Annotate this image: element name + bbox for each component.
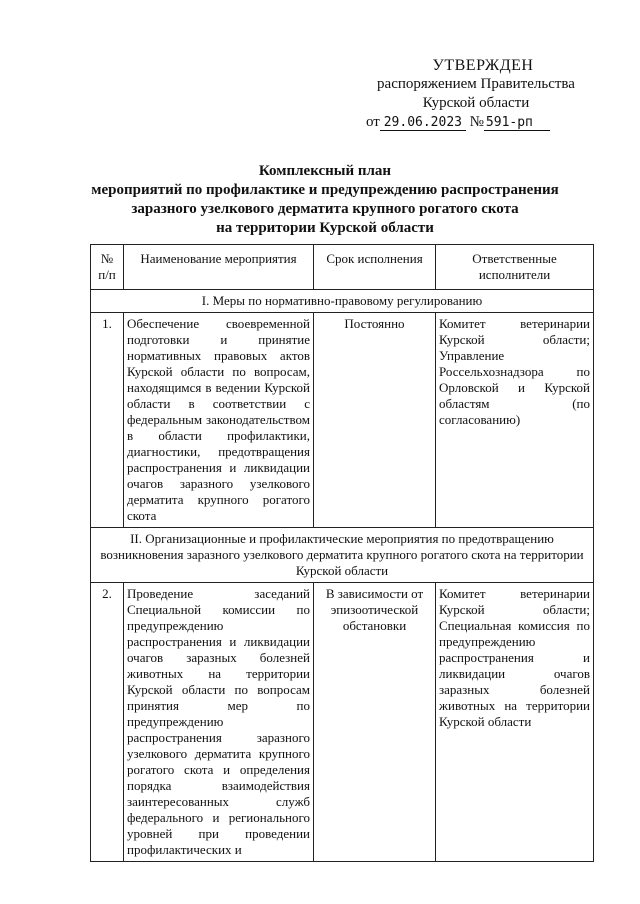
approval-title: УТВЕРЖДЕН	[432, 57, 534, 74]
approval-number: 591-рп	[484, 115, 550, 131]
approval-date-line	[366, 113, 586, 132]
approval-date: 29.06.2023	[380, 115, 466, 131]
section-row	[91, 290, 594, 313]
number-prefix: №	[469, 114, 484, 130]
date-prefix: от	[366, 114, 380, 130]
header-num: № п/п	[91, 245, 124, 290]
header-row	[91, 245, 594, 290]
row-1-name: Обеспечение своевременной подготовки и принятие нормативных правовых актов Курской области по вопросам, находящимся в ведении Курской области в соответствии с федеральным законодательством в области профилактики, диагностики, предотвращения распространения и ликвидации очагов заразного узелкового дерматита крупного рогатого скота	[124, 313, 314, 528]
header-name: Наименование мероприятия	[124, 245, 314, 290]
approval-stamp	[366, 56, 586, 132]
document-heading	[60, 162, 590, 238]
row-2-term: В зависимости от эпизоотической обстановки	[314, 583, 436, 862]
table-row	[91, 313, 594, 528]
heading-line-3: заразного узелкового дерматита крупного рогатого скота	[131, 201, 519, 217]
row-2-name: Проведение заседаний Специальной комиссии по предупреждению распространения и ликвидации очагов заразных болезней животных на территории Курской области по вопросам принятия мер по предупреждению распространения заразного узелкового дерматита крупного рогатого скота и определения порядка взаимодействия заинтересованных служб федерального и регионального уровней при проведении профилактических и	[124, 583, 314, 862]
heading-line-1: Комплексный план	[258, 163, 392, 179]
header-responsible: Ответственные исполнители	[436, 245, 594, 290]
row-1-num: 1.	[91, 313, 124, 528]
row-1-term: Постоянно	[314, 313, 436, 528]
row-2-num: 2.	[91, 583, 124, 862]
approval-line-1: распоряжением Правительства	[377, 76, 575, 92]
header-term: Срок исполнения	[314, 245, 436, 290]
heading-line-2: мероприятий по профилактике и предупреждению распространения	[91, 182, 559, 198]
table-row	[91, 583, 594, 862]
row-2-responsible: Комитет ветеринарии Курской области; Специальная комиссия по предупреждению распространения и ликвидации очагов заразных болезней животных на территории Курской области	[436, 583, 594, 862]
section-2-title: II. Организационные и профилактические мероприятия по предотвращению возникновения заразного узелкового дерматита крупного рогатого скота на территории Курской области	[91, 528, 594, 583]
section-row	[91, 528, 594, 583]
approval-line-2: Курской области	[422, 95, 530, 111]
heading-line-4: на территории Курской области	[216, 220, 434, 236]
section-1-title: I. Меры по нормативно-правовому регулированию	[91, 290, 594, 313]
row-1-responsible: Комитет ветеринарии Курской области; Управление Россельхознадзора по Орловской и Курской областям (по согласованию)	[436, 313, 594, 528]
plan-table	[90, 244, 594, 862]
